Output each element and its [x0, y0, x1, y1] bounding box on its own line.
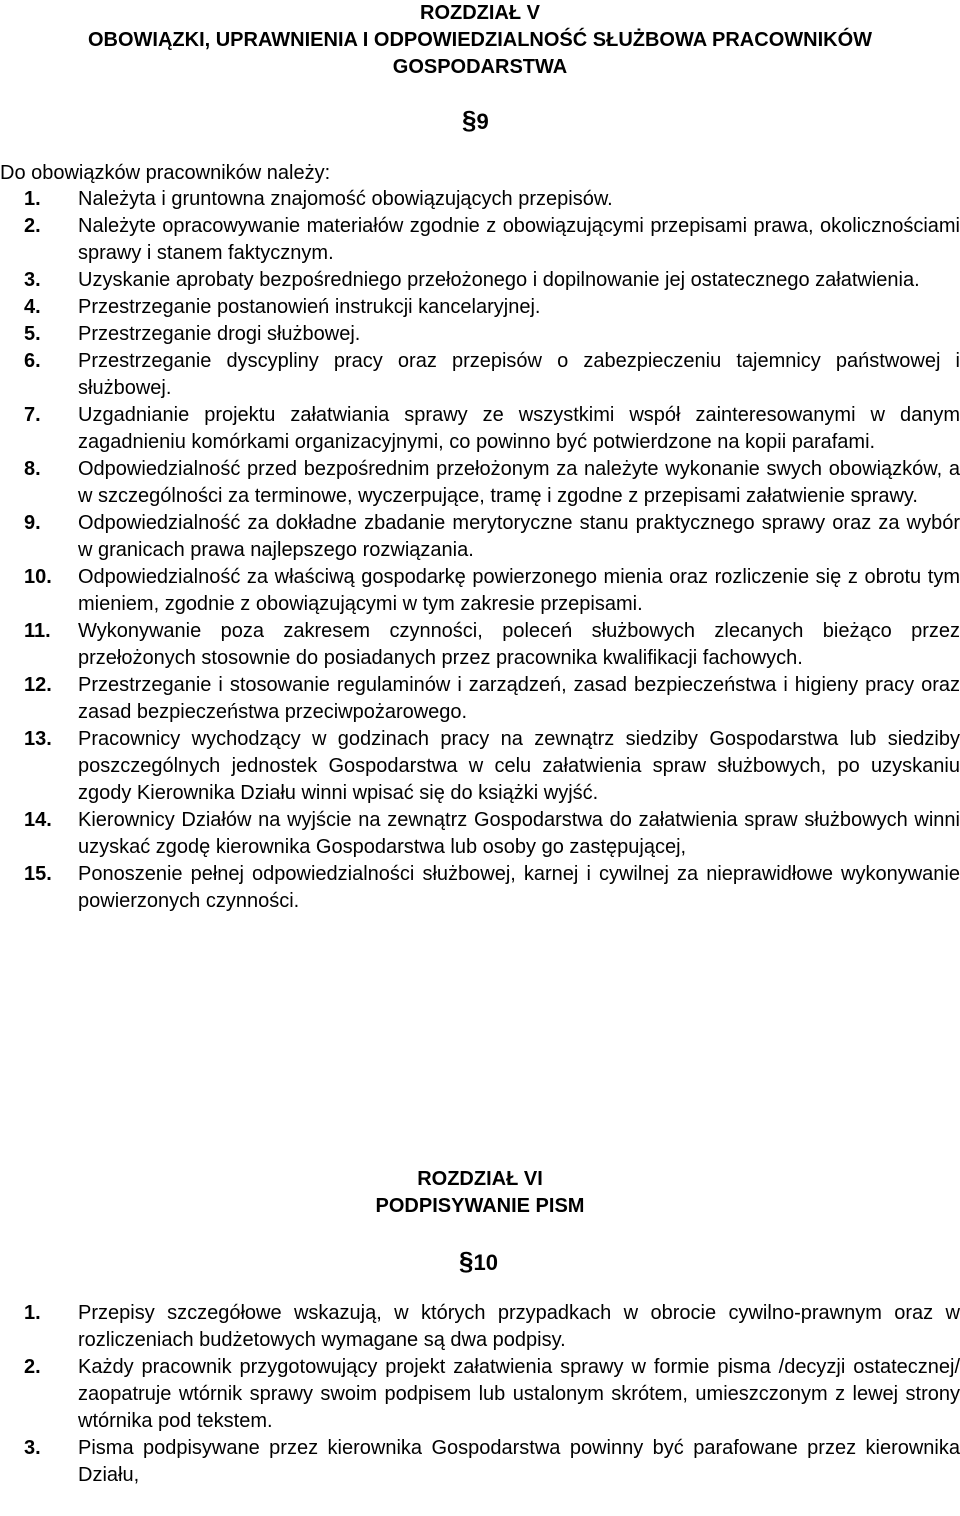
paragraph-number: 9: [476, 109, 489, 134]
list-item-number: 7.: [24, 404, 41, 426]
list-item-text: Odpowiedzialność za dokładne zbadanie merytoryczne stanu praktycznego sprawy oraz za wybór w granicach prawa najlepszego rozwiązania.: [78, 512, 960, 561]
list-item-number: 4.: [24, 296, 41, 318]
paragraph-10-marker: [459, 1246, 498, 1278]
list-item-number: 1.: [24, 1302, 41, 1324]
chapter-5-title: ROZDZIAŁ V: [420, 2, 540, 24]
chapter-6-subtitle: PODPISYWANIE PISM: [375, 1195, 585, 1217]
list-item: [0, 1300, 960, 1354]
list-item: [0, 726, 960, 807]
chapter-5-subtitle-2: GOSPODARSTWA: [392, 56, 568, 78]
list-item: [0, 672, 960, 726]
list-item: [0, 510, 960, 564]
list-item-text: Uzyskanie aprobaty bezpośredniego przełożonego i dopilnowanie jej ostatecznego załatwienia.: [78, 269, 920, 291]
list-item-number: 3.: [24, 269, 41, 291]
section-sign: §: [462, 105, 477, 135]
list-item-number: 13.: [24, 728, 52, 750]
list-item-text: Przepisy szczegółowe wskazują, w których przypadkach w obrocie cywilno-prawnym oraz w rozliczeniach budżetowych wymagane są dwa podpisy.: [78, 1302, 960, 1351]
chapter-6-header: [0, 1166, 960, 1220]
list-item-text: Należyta i gruntowna znajomość obowiązujących przepisów.: [78, 188, 613, 210]
list-item-text: Ponoszenie pełnej odpowiedzialności służbowej, karnej i cywilnej za nieprawidłowe wykonywanie powierzonych czynności.: [78, 863, 960, 912]
list-item-number: 11.: [24, 620, 51, 642]
list-item: [0, 807, 960, 861]
list-item-text: Pracownicy wychodzący w godzinach pracy na zewnątrz siedziby Gospodarstwa lub siedziby poszczególnych jednostek Gospodarstwa w celu załatwienia spraw służbowych, po uzyskaniu zgody Kierownika Działu winni wpisać się do książki wyjść.: [78, 728, 960, 804]
signing-rules-list: [0, 1300, 960, 1489]
intro-text: Do obowiązków pracowników należy:: [0, 162, 331, 184]
list-item-number: 8.: [24, 458, 41, 480]
list-item: [0, 402, 960, 456]
list-item: [0, 1435, 960, 1489]
list-item-number: 5.: [24, 323, 41, 345]
list-item: [0, 294, 960, 321]
list-item-number: 12.: [24, 674, 52, 696]
list-item: [0, 618, 960, 672]
paragraph-9-marker: [462, 105, 489, 137]
list-item: [0, 186, 960, 213]
chapter-5-header: [0, 0, 960, 81]
list-item-number: 10.: [24, 566, 52, 588]
list-item-text: Uzgadnianie projektu załatwiania sprawy ze wszystkimi współ zainteresowanymi w danym zagadnieniu komórkami organizacyjnymi, co powinno być potwierdzone na kopii parafami.: [78, 404, 960, 453]
list-item-number: 2.: [24, 215, 41, 237]
section-sign: §: [459, 1246, 474, 1276]
list-item: [0, 348, 960, 402]
list-item-number: 9.: [24, 512, 41, 534]
paragraph-number: 10: [473, 1250, 498, 1275]
list-item: [0, 213, 960, 267]
list-item: [0, 861, 960, 915]
list-item-text: Przestrzeganie i stosowanie regulaminów i zarządzeń, zasad bezpieczeństwa i higieny pracy oraz zasad bezpieczeństwa przeciwpożarowego.: [78, 674, 960, 723]
list-item-text: Przestrzeganie postanowień instrukcji kancelaryjnej.: [78, 296, 541, 318]
list-item-text: Kierownicy Działów na wyjście na zewnątrz Gospodarstwa do załatwienia spraw służbowych winni uzyskać zgodę kierownika Gospodarstwa lub osoby go zastępującej,: [78, 809, 960, 858]
list-item-number: 3.: [24, 1437, 41, 1459]
list-item-text: Pisma podpisywane przez kierownika Gospodarstwa powinny być parafowane przez kierownika Działu,: [78, 1437, 960, 1486]
list-item-text: Odpowiedzialność przed bezpośrednim przełożonym za należyte wykonanie swych obowiązków, a w szczególności za terminowe, wyczerpujące, tramę i zgodne z przepisami załatwienie sprawy.: [78, 458, 960, 507]
list-item: [0, 267, 960, 294]
list-item: [0, 1354, 960, 1435]
list-item-text: Każdy pracownik przygotowujący projekt załatwienia sprawy w formie pisma /decyzji ostatecznej/ zaopatruje wtórnik sprawy swoim podpisem lub ustalonym skrótem, umieszczonym z lewej strony wtórnika pod tekstem.: [78, 1356, 960, 1432]
list-item-text: Przestrzeganie dyscypliny pracy oraz przepisów o zabezpieczeniu tajemnicy państwowej i służbowej.: [78, 350, 960, 399]
list-item-number: 14.: [24, 809, 52, 831]
list-item: [0, 321, 960, 348]
list-item-number: 1.: [24, 188, 41, 210]
list-item-number: 6.: [24, 350, 41, 372]
duties-list: [0, 186, 960, 915]
list-item-text: Przestrzeganie drogi służbowej.: [78, 323, 361, 345]
list-item-number: 15.: [24, 863, 52, 885]
list-item-number: 2.: [24, 1356, 41, 1378]
list-item-text: Należyte opracowywanie materiałów zgodnie z obowiązującymi przepisami prawa, okolicznościami sprawy i stanem faktycznym.: [78, 215, 960, 264]
chapter-5-subtitle: OBOWIĄZKI, UPRAWNIENIA I ODPOWIEDZIALNOŚĆ SŁUŻBOWA PRACOWNIKÓW: [87, 29, 873, 51]
list-item-text: Odpowiedzialność za właściwą gospodarkę powierzonego mienia oraz rozliczenie się z obrotu tym mieniem, zgodnie z obowiązującymi w tym zakresie przepisami.: [78, 566, 960, 615]
list-item-text: Wykonywanie poza zakresem czynności, poleceń służbowych zlecanych bieżąco przez przełożonych stosownie do posiadanych przez pracownika kwalifikacji fachowych.: [78, 620, 960, 669]
list-item: [0, 456, 960, 510]
chapter-6-title: ROZDZIAŁ VI: [417, 1168, 543, 1190]
list-item: [0, 564, 960, 618]
